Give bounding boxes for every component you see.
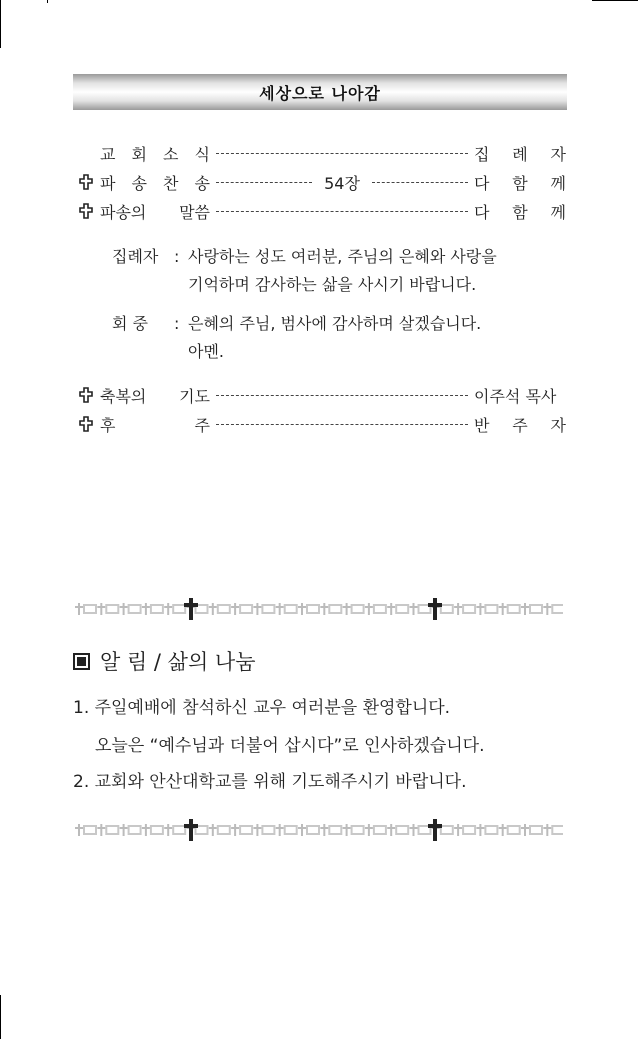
order-label: 후 주 [100, 415, 210, 435]
reading-line: 아멘. [188, 342, 224, 361]
notices-heading [73, 646, 256, 676]
cross-icon [78, 203, 94, 219]
reading-line: 사랑하는 성도 여러분, 주님의 은혜와 사랑을 [188, 247, 497, 266]
cross-icon [78, 416, 94, 432]
cross-icon [78, 387, 94, 403]
notice-item: 2. 교회와 안산대학교를 위해 기도해주시기 바랍니다. [73, 772, 467, 792]
crop-mark [592, 0, 638, 1]
order-leader: 집 례 자 [474, 144, 566, 164]
order-row [78, 383, 566, 407]
hymn-number: 54장 [324, 173, 360, 193]
speaker: 회 중 [112, 314, 148, 333]
notice-item: 오늘은 “예수님과 더불어 삽시다”로 인사하겠습니다. [95, 736, 485, 756]
notice-item: 1. 주일예배에 참석하신 교우 여러분을 환영합니다. [73, 698, 451, 718]
order-row [78, 199, 566, 223]
cross-icon [78, 174, 94, 190]
notices-title: 알 림 / 삶의 나눔 [100, 650, 256, 674]
section-title: 세상으로 나아감 [259, 83, 381, 103]
order-leader: 반 주 자 [474, 415, 566, 435]
responsive-reading-1: 집례자 : 사랑하는 성도 여러분, 주님의 은혜와 사랑을 기억하며 감사하는 삶을 사시기 바랍니다. [112, 243, 572, 299]
order-row [78, 170, 566, 194]
order-leader: 다 함 께 [474, 173, 567, 193]
speaker: 집례자 [112, 247, 159, 266]
reading-line: 기억하며 감사하는 삶을 사시기 바랍니다. [188, 275, 477, 294]
order-label: 파 송 찬 송 [100, 173, 210, 193]
order-leader: 이주석 목사 [474, 386, 557, 406]
responsive-reading-2: 회 중 : 은혜의 주님, 범사에 감사하며 살겠습니다. 아멘. [112, 310, 572, 366]
cross-divider-top [73, 598, 563, 620]
crop-mark [47, 0, 48, 3]
order-row [78, 412, 566, 436]
order-leader: 다 함 께 [474, 202, 566, 222]
crop-mark [0, 0, 1, 48]
square-bullet-icon [73, 653, 90, 670]
reading-line: 은혜의 주님, 범사에 감사하며 살겠습니다. [188, 314, 482, 333]
crop-mark [0, 995, 1, 1039]
cross-divider-bottom [73, 819, 563, 841]
order-row [78, 141, 566, 165]
order-label: 축복의 기도 [100, 386, 210, 406]
order-label: 교 회 소 식 [100, 144, 210, 164]
section-header [73, 74, 567, 110]
order-label: 파송의 말씀 [100, 202, 210, 222]
